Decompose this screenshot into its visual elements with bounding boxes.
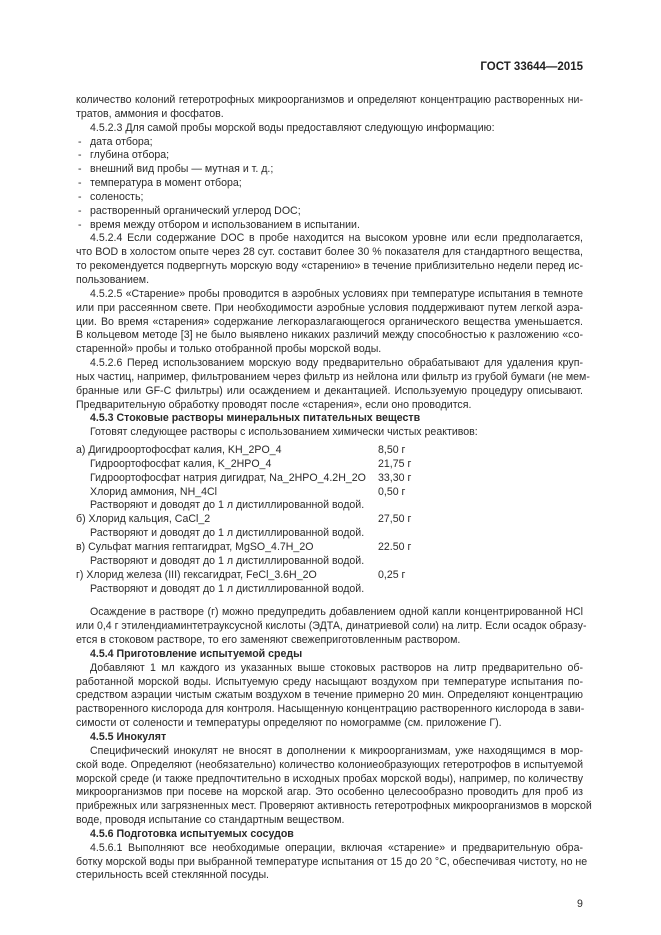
text-line: 4.5.2.3 Для самой пробы морской воды предоставляют следующую информацию:	[90, 121, 495, 134]
paragraph	[76, 744, 592, 828]
reagent-amount: 33,30 г	[378, 471, 412, 484]
reagent-name: Растворяют и доводят до 1 л дистиллированной водой.	[90, 582, 365, 595]
list-item-text: температура в момент отбора;	[90, 177, 242, 190]
reagent-amount: 0,25 г	[378, 568, 406, 581]
bullet-dash: -	[78, 163, 82, 176]
reagent-name: г) Хлорид железа (III) гексагидрат, FeCl_3.6H_2O	[76, 568, 317, 581]
text-line: морской среде (и также предпочтительно в исходных пробах морской воды), например, по количеству	[76, 772, 583, 785]
paragraph	[76, 606, 587, 648]
text-line: или при рассеянном свете. При необходимости аэробные условия поддерживают путем легкой аэра-	[76, 301, 583, 314]
text-line: ции. Во время «старения» содержание легкоразлагающегося органического вещества уменьшается.	[76, 315, 583, 328]
text-line: 4.5.2.4 Если содержание DOC в пробе находится на высоком уровне или если предполагается,	[90, 232, 583, 245]
page-number: 9	[577, 898, 583, 910]
reagent-row	[76, 541, 583, 555]
reagent-row	[76, 499, 583, 513]
list-item	[76, 219, 583, 233]
paragraph	[76, 232, 583, 287]
text-line: воде, проводя испытание со стандартным веществом.	[76, 814, 345, 827]
list-item-text: внешний вид пробы — мутная и т. д.;	[90, 163, 274, 176]
reagent-row	[76, 583, 583, 597]
reagent-name: Растворяют и доводят до 1 л дистиллированной водой.	[90, 527, 365, 540]
reagent-name: Хлорид аммония, NH_4Cl	[90, 485, 218, 498]
text-line: 4.5.2.6 Перед использованием морскую воду предварительно обрабатывают для удаления круп-	[90, 357, 583, 370]
section-heading: 4.5.5 Инокулят	[90, 730, 167, 743]
text-line: то рекомендуется подвергнуть морскую воду «старению» в течение приблизительно недели перед ис-	[76, 260, 583, 273]
list-item	[76, 149, 583, 163]
text-line: ботку морской воды при выбранной температуре испытания от 15 до 20 °С, обеспечивая чистоту, но не	[76, 855, 588, 868]
list-item-text: растворенный органический углерод DOC;	[90, 204, 301, 217]
text-line: количество колоний гетеротрофных микроорганизмов и определяют концентрацию растворенных ни-	[76, 94, 583, 106]
list-item-text: соленость;	[90, 190, 144, 203]
reagent-row	[76, 569, 583, 583]
reagent-row	[76, 555, 583, 569]
reagent-amount: 27,50 г	[378, 513, 412, 526]
text-line: растворенного кислорода для контроля. Насыщенную концентрацию растворенного кислорода в зави-	[76, 703, 585, 716]
text-line: микроорганизмов при посеве на морской агар. Это особенно целесообразно проводить для проб из	[76, 786, 583, 799]
text-line: прибрежных или загрязненных мест. Проверяют активность гетеротрофных микроорганизмов в морской	[76, 800, 592, 813]
bullet-dash: -	[78, 204, 82, 217]
list-item	[76, 163, 583, 177]
bullet-dash: -	[78, 177, 82, 190]
text-line: Осаждение в растворе (г) можно предупредить добавлением одной капли концентрированной HCl	[90, 606, 583, 619]
reagent-name: Растворяют и доводят до 1 л дистиллированной водой.	[90, 554, 365, 567]
text-line: бранные или GF-C фильтры) или осаждением и декантацией. Используемую процедуру описывают.	[76, 384, 583, 397]
list-item-text: глубина отбора;	[90, 149, 170, 162]
section-heading: 4.5.4 Приготовление испытуемой среды	[90, 647, 303, 660]
reagent-name: б) Хлорид кальция, CaCl_2	[76, 513, 211, 526]
text-line: ных частиц, например, фильтрованием через фильтр из нейлона или фильтр из грубой бумаги (не мем-	[76, 370, 590, 383]
text-line: работанной морской воды. Испытуемую среду насыщают воздухом при температуре испытания по-	[76, 675, 583, 688]
bullet-dash: -	[78, 135, 82, 148]
text-line: что BOD в холостом опыте через 28 сут. составит более 30 % показателя для стандартного вещества,	[76, 246, 583, 259]
section-heading: 4.5.3 Стоковые растворы минеральных питательных веществ	[90, 412, 421, 425]
reagent-name: Растворяют и доводят до 1 л дистиллированной водой.	[90, 499, 365, 512]
reagent-row	[76, 472, 583, 486]
text-line: ской воде. Определяют (необязательно) количество колониеобразующих гетеротрофов в испытуемой	[76, 758, 583, 771]
document-header-id: ГОСТ 33644—2015	[480, 61, 583, 73]
list-item-text: время между отбором и использованием в испытании.	[90, 218, 360, 231]
text-line: пользованием.	[76, 273, 150, 286]
paragraph	[76, 426, 583, 440]
text-line: Готовят следующее растворы с использованием химически чистых реактивов:	[90, 426, 478, 439]
text-line: Добавляют 1 мл каждого из указанных выше стоковых растворов на литр предварительно об-	[90, 661, 583, 674]
paragraph	[76, 122, 583, 136]
bullet-list	[76, 136, 583, 233]
reagent-amount: 22.50 г	[378, 541, 412, 553]
list-item-text: дата отбора;	[90, 135, 153, 148]
reagent-list	[76, 444, 583, 596]
paragraph	[76, 841, 588, 884]
reagent-amount: 0,50 г	[378, 485, 406, 498]
document-body	[76, 94, 592, 883]
list-item	[76, 177, 583, 191]
text-line: В кольцевом методе [3] не было выявлено никаких различий между способностью к разложению «со-	[76, 329, 583, 342]
text-line: старенной» пробы и только отобранной пробы морской воды.	[76, 343, 382, 356]
reagent-name: Гидроортофосфат натрия дигидрат, Na_2HPO_4.2H_2O	[90, 471, 366, 484]
reagent-row	[76, 458, 583, 472]
section-heading: 4.5.6 Подготовка испытуемых сосудов	[90, 827, 294, 840]
text-line: 4.5.6.1 Выполняют все необходимые операции, включая «старение» и предварительную обра-	[90, 841, 583, 854]
reagent-name: в) Сульфат магния гептагидрат, MgSO_4.7H_2O	[76, 541, 314, 553]
reagent-amount: 21,75 г	[378, 457, 412, 470]
paragraph	[76, 662, 583, 731]
bullet-dash: -	[78, 149, 82, 162]
text-line: средством аэрации чистым сжатым воздухом в течение примерно 20 мин. Определяют концентрацию	[76, 689, 583, 702]
paragraph	[76, 288, 583, 357]
text-line: Предварительную обработку проводят после «старения», если оно проводится.	[76, 398, 472, 411]
text-line: 4.5.2.5 «Старение» пробы проводится в аэробных условиях при температуре испытания в темноте	[90, 287, 583, 300]
paragraph	[76, 357, 590, 412]
list-item	[76, 191, 583, 205]
text-line: симости от солености и температуры определяют по номограмме (см. приложение Г).	[76, 717, 502, 730]
text-line: стерильность всей стеклянной посуды.	[76, 869, 269, 882]
text-line: ется в стоковом растворе, то его заменяют свежеприготовленным раствором.	[76, 634, 461, 647]
reagent-row	[76, 486, 583, 500]
bullet-dash: -	[78, 218, 82, 231]
reagent-row	[76, 527, 583, 541]
reagent-name: а) Дигидроортофосфат калия, KH_2PO_4	[76, 444, 282, 457]
reagent-amount: 8,50 г	[378, 444, 406, 457]
reagent-row	[76, 513, 583, 527]
list-item	[76, 136, 583, 150]
text-line: или 0,4 г этилендиаминтетрауксусной кислоты (ЭДТА, динатриевой соли) на литр. Если осадок образу-	[76, 620, 587, 633]
bullet-dash: -	[78, 190, 82, 203]
list-item	[76, 205, 583, 219]
reagent-row	[76, 444, 583, 458]
text-line: Специфический инокулят не вносят в дополнении к микроорганизмам, уже находящимся в мор-	[90, 744, 583, 757]
paragraph	[76, 94, 583, 122]
reagent-name: Гидроортофосфат калия, K_2HPO_4	[90, 457, 272, 470]
text-line: тратов, аммония и фосфатов.	[76, 107, 224, 120]
